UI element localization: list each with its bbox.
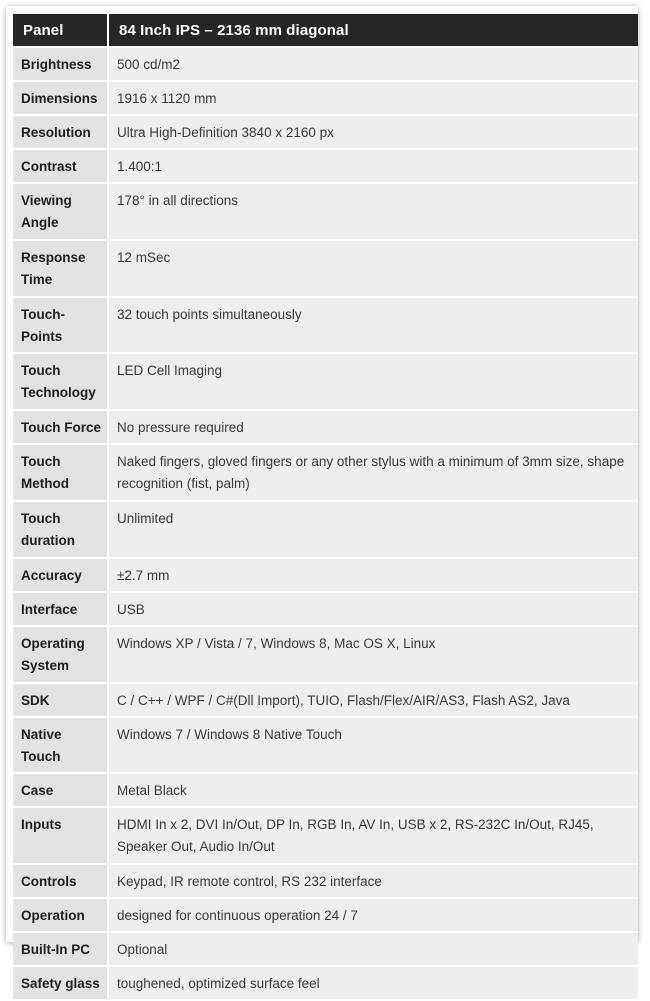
row-label: Native Touch (13, 718, 109, 772)
row-label: Viewing Angle (13, 184, 109, 239)
table-row (13, 116, 638, 148)
header-label: Panel (13, 14, 109, 46)
row-label: Touch duration (13, 502, 109, 557)
table-row (13, 865, 638, 897)
table-row (13, 559, 638, 591)
row-label: Operating System (13, 627, 109, 682)
row-value: 178° in all directions (109, 184, 638, 239)
row-label: Touch Method (13, 445, 109, 500)
table-row (13, 933, 638, 965)
table-row (13, 808, 638, 863)
table-row (13, 718, 638, 772)
row-value: 32 touch points simultaneously (109, 298, 638, 352)
row-label: Case (13, 774, 109, 806)
row-value: 500 cd/m2 (109, 48, 638, 80)
row-value: toughened, optimized surface feel (109, 967, 638, 999)
row-label: Dimensions (13, 82, 109, 114)
row-value: LED Cell Imaging (109, 354, 638, 409)
table-row (13, 502, 638, 557)
row-value: Metal Black (109, 774, 638, 806)
row-value: ±2.7 mm (109, 559, 638, 591)
row-label: Response Time (13, 241, 109, 296)
row-value: 1916 x 1120 mm (109, 82, 638, 114)
row-value: No pressure required (109, 411, 638, 443)
row-label: Interface (13, 593, 109, 625)
row-value: Naked fingers, gloved fingers or any other stylus with a minimum of 3mm size, shape recognition (fist, palm) (109, 445, 638, 500)
table-row (13, 241, 638, 296)
table-row (13, 411, 638, 443)
row-label: Contrast (13, 150, 109, 182)
table-row (13, 150, 638, 182)
row-value: Unlimited (109, 502, 638, 557)
table-header-row (13, 14, 638, 46)
row-value: 1.400:1 (109, 150, 638, 182)
row-label: Operation (13, 899, 109, 931)
row-value: HDMI In x 2, DVI In/Out, DP In, RGB In, AV In, USB x 2, RS-232C In/Out, RJ45, Speaker Out, Audio In/Out (109, 808, 638, 863)
table-row (13, 774, 638, 806)
header-value: 84 Inch IPS – 2136 mm diagonal (109, 14, 638, 46)
row-value: Keypad, IR remote control, RS 232 interface (109, 865, 638, 897)
row-label: Touch Technology (13, 354, 109, 409)
row-label: Inputs (13, 808, 109, 863)
table-row (13, 899, 638, 931)
spec-table-container (6, 6, 638, 991)
row-value: Optional (109, 933, 638, 965)
row-label: Touch Force (13, 411, 109, 443)
row-label: Controls (13, 865, 109, 897)
table-row (13, 48, 638, 80)
spec-table (13, 12, 638, 1001)
table-row (13, 354, 638, 409)
table-row (13, 593, 638, 625)
row-value: USB (109, 593, 638, 625)
table-row (13, 184, 638, 239)
table-row (13, 445, 638, 500)
spec-table-body (13, 48, 638, 999)
row-label: SDK (13, 684, 109, 716)
row-label: Touch-Points (13, 298, 109, 352)
table-row (13, 298, 638, 352)
row-label: Brightness (13, 48, 109, 80)
row-value: Ultra High-Definition 3840 x 2160 px (109, 116, 638, 148)
row-label: Safety glass (13, 967, 109, 999)
row-value: 12 mSec (109, 241, 638, 296)
row-label: Built-In PC (13, 933, 109, 965)
row-label: Accuracy (13, 559, 109, 591)
row-value: designed for continuous operation 24 / 7 (109, 899, 638, 931)
row-value: C / C++ / WPF / C#(Dll Import), TUIO, Flash/Flex/AIR/AS3, Flash AS2, Java (109, 684, 638, 716)
table-row (13, 627, 638, 682)
row-value: Windows 7 / Windows 8 Native Touch (109, 718, 638, 772)
table-row (13, 967, 638, 999)
table-row (13, 684, 638, 716)
row-value: Windows XP / Vista / 7, Windows 8, Mac OS X, Linux (109, 627, 638, 682)
table-row (13, 82, 638, 114)
row-label: Resolution (13, 116, 109, 148)
